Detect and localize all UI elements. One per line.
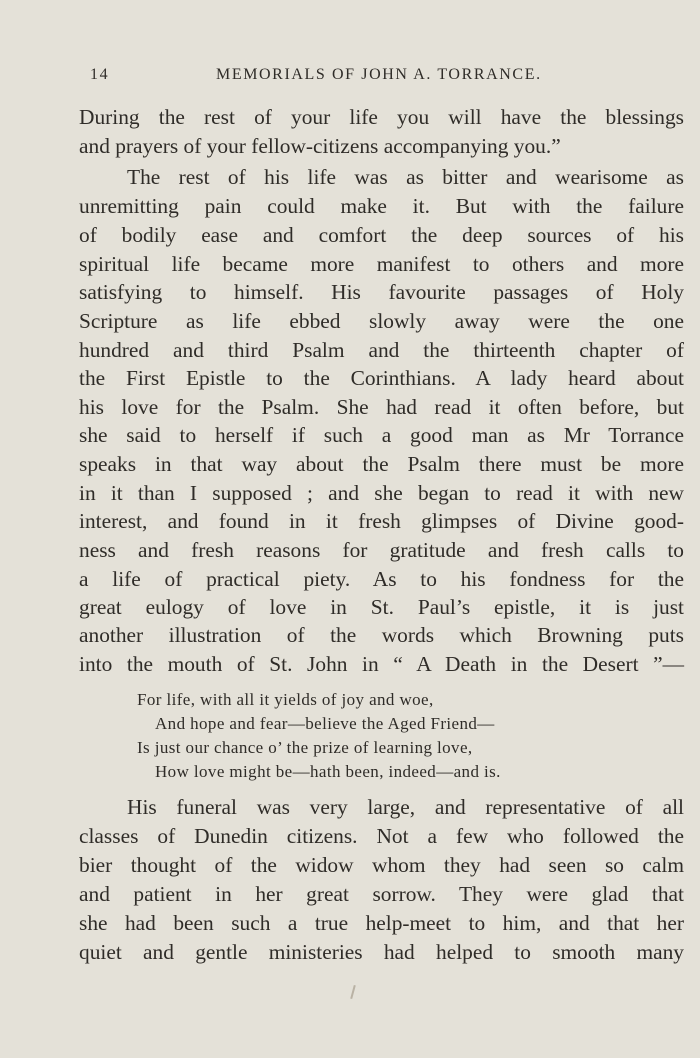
text-line: great eulogy of love in St. Paul’s epistle, it is just bbox=[79, 595, 684, 619]
verse-line: For life, with all it yields of joy and woe, bbox=[137, 690, 434, 709]
text-line: interest, and found in it fresh glimpses of Divine good- bbox=[79, 509, 684, 533]
text-line: ness and fresh reasons for gratitude and fresh calls to bbox=[79, 538, 684, 562]
text-line: and patient in her great sorrow. They were glad that bbox=[79, 882, 684, 906]
text-line: a life of practical piety. As to his fondness for the bbox=[79, 567, 684, 591]
text-line: Scripture as life ebbed slowly away were the one bbox=[79, 309, 684, 333]
text-line: speaks in that way about the Psalm there must be more bbox=[79, 452, 684, 476]
text-line: satisfying to himself. His favourite passages of Holy bbox=[79, 280, 684, 304]
verse-line: And hope and fear—believe the Aged Friend— bbox=[155, 714, 495, 733]
text-line: classes of Dunedin citizens. Not a few who followed the bbox=[79, 824, 684, 848]
paper-blemish bbox=[350, 985, 356, 999]
text-line: and prayers of your fellow-citizens accompanying you.” bbox=[79, 134, 561, 158]
text-line: the First Epistle to the Corinthians. A lady heard about bbox=[79, 366, 684, 390]
text-line: his love for the Psalm. She had read it often before, but bbox=[79, 395, 684, 419]
text-line: into the mouth of St. John in “ A Death in the Desert ”— bbox=[79, 652, 684, 676]
text-line: quiet and gentle ministeries had helped to smooth many bbox=[79, 940, 684, 964]
verse-line: How love might be—hath been, indeed—and is. bbox=[155, 762, 501, 781]
text-line: unremitting pain could make it. But with the failure bbox=[79, 194, 684, 218]
page-number: 14 bbox=[90, 66, 110, 83]
text-line: During the rest of your life you will have the blessings bbox=[79, 105, 684, 129]
text-line: His funeral was very large, and representative of all bbox=[127, 795, 684, 819]
text-line: The rest of his life was as bitter and wearisome as bbox=[127, 165, 684, 189]
verse-line: Is just our chance o’ the prize of learning love, bbox=[137, 738, 473, 757]
text-line: she said to herself if such a good man as Mr Torrance bbox=[79, 423, 684, 447]
text-line: of bodily ease and comfort the deep sources of his bbox=[79, 223, 684, 247]
running-title: MEMORIALS OF JOHN A. TORRANCE. bbox=[216, 66, 542, 83]
text-line: spiritual life became more manifest to others and more bbox=[79, 252, 684, 276]
text-line: hundred and third Psalm and the thirteenth chapter of bbox=[79, 338, 684, 362]
text-line: another illustration of the words which Browning puts bbox=[79, 623, 684, 647]
text-line: in it than I supposed ; and she began to read it with new bbox=[79, 481, 684, 505]
text-line: she had been such a true help-meet to him, and that her bbox=[79, 911, 684, 935]
text-line: bier thought of the widow whom they had seen so calm bbox=[79, 853, 684, 877]
